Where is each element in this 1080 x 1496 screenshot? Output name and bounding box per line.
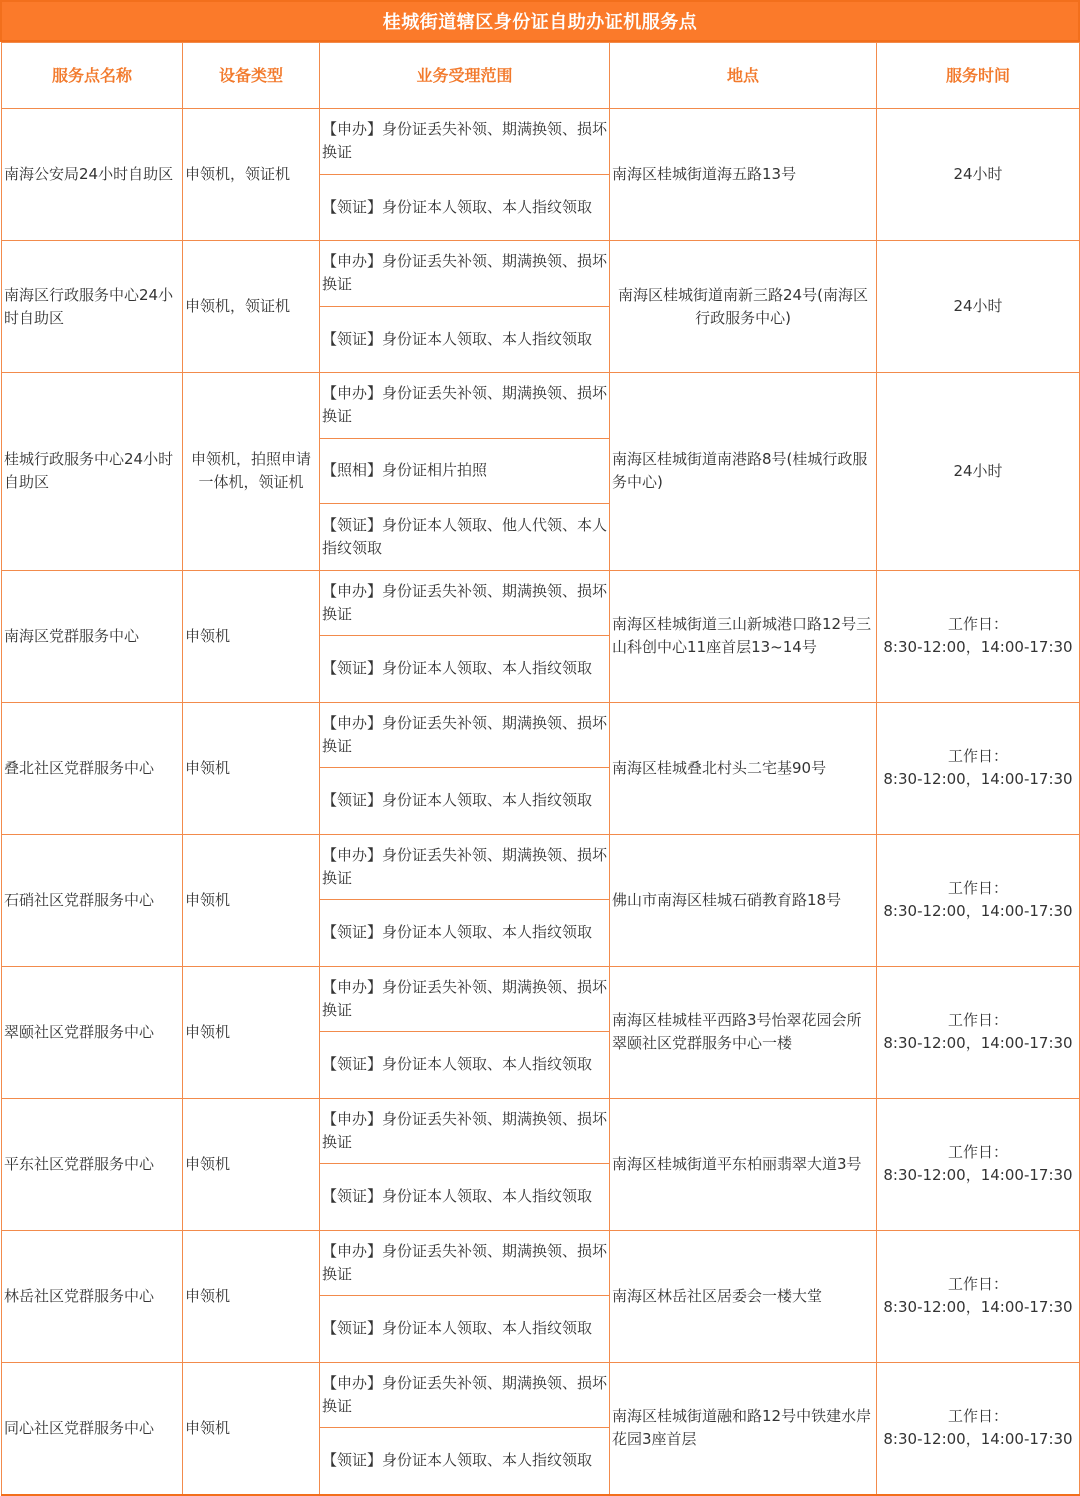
address: 南海区林岳社区居委会一楼大堂 — [610, 1230, 877, 1362]
table-header-row — [2, 43, 1080, 109]
service-scope — [320, 241, 610, 373]
header-scope: 业务受理范围 — [320, 43, 610, 109]
address: 南海区桂城桂平西路3号怡翠花园会所翠颐社区党群服务中心一楼 — [610, 966, 877, 1098]
time-label: 工作日： — [947, 1407, 1008, 1425]
page-title: 桂城街道辖区身份证自助办证机服务点 — [0, 0, 1080, 42]
header-address: 地点 — [610, 43, 877, 109]
service-time — [877, 373, 1080, 571]
table-row — [2, 1230, 1080, 1362]
service-scope — [320, 834, 610, 966]
table-row — [2, 702, 1080, 834]
device-type: 申领机 — [183, 1362, 320, 1495]
point-name: 翠颐社区党群服务中心 — [2, 966, 183, 1098]
service-item: 【申办】身份证丢失补领、期满换领、损坏换证 — [320, 571, 609, 637]
device-type: 申领机，领证机 — [183, 241, 320, 373]
address: 南海区桂城街道三山新城港口路12号三山科创中心11座首层13~14号 — [610, 570, 877, 702]
service-scope — [320, 702, 610, 834]
time-label: 工作日： — [947, 1275, 1008, 1293]
time-label: 24小时 — [953, 297, 1003, 315]
service-item: 【申办】身份证丢失补领、期满换领、损坏换证 — [320, 1099, 609, 1165]
point-name: 石硝社区党群服务中心 — [2, 834, 183, 966]
device-type: 申领机 — [183, 834, 320, 966]
service-scope — [320, 109, 610, 241]
service-time — [877, 109, 1080, 241]
time-hours: 8:30-12:00，14:00-17:30 — [883, 902, 1073, 920]
service-item: 【领证】身份证本人领取、他人代领、本人指纹领取 — [322, 515, 608, 557]
time-label: 24小时 — [953, 165, 1003, 183]
service-item: 【申办】身份证丢失补领、期满换领、损坏换证 — [320, 967, 609, 1033]
time-label: 工作日： — [947, 879, 1008, 897]
service-item: 【申办】身份证丢失补领、期满换领、损坏换证 — [320, 241, 609, 307]
service-time — [877, 1230, 1080, 1362]
service-item: 【领证】身份证本人领取、本人指纹领取 — [322, 923, 593, 942]
device-type: 申领机，领证机 — [183, 109, 320, 241]
time-label: 工作日： — [947, 747, 1008, 765]
service-scope — [320, 966, 610, 1098]
point-name: 南海公安局24小时自助区 — [2, 109, 183, 241]
table-row — [2, 834, 1080, 966]
service-time — [877, 1098, 1080, 1230]
time-hours: 8:30-12:00，14:00-17:30 — [883, 1430, 1073, 1448]
header-device: 设备类型 — [183, 43, 320, 109]
service-time — [877, 966, 1080, 1098]
service-item: 【领证】身份证本人领取、本人指纹领取 — [322, 659, 593, 678]
table-row — [2, 1098, 1080, 1230]
service-item: 【照相】身份证相片拍照 — [320, 439, 609, 505]
service-item: 【申办】身份证丢失补领、期满换领、损坏换证 — [320, 1231, 609, 1297]
service-time — [877, 702, 1080, 834]
address: 南海区桂城叠北村头二宅基90号 — [610, 702, 877, 834]
service-time — [877, 570, 1080, 702]
service-item: 【领证】身份证本人领取、本人指纹领取 — [322, 197, 593, 216]
time-label: 24小时 — [953, 461, 1003, 480]
service-scope — [320, 1098, 610, 1230]
service-item: 【申办】身份证丢失补领、期满换领、损坏换证 — [320, 373, 609, 439]
service-scope — [320, 1362, 610, 1495]
service-point-table — [1, 42, 1080, 1496]
service-item: 【申办】身份证丢失补领、期满换领、损坏换证 — [320, 703, 609, 769]
address: 佛山市南海区桂城石硝教育路18号 — [610, 834, 877, 966]
service-item: 【申办】身份证丢失补领、期满换领、损坏换证 — [320, 1363, 609, 1429]
point-name: 叠北社区党群服务中心 — [2, 702, 183, 834]
service-item: 【领证】身份证本人领取、本人指纹领取 — [322, 1187, 593, 1206]
point-name: 林岳社区党群服务中心 — [2, 1230, 183, 1362]
service-item: 【领证】身份证本人领取、本人指纹领取 — [322, 329, 593, 348]
table-row — [2, 241, 1080, 373]
service-time — [877, 241, 1080, 373]
table-row — [2, 373, 1080, 571]
service-item: 【领证】身份证本人领取、本人指纹领取 — [322, 1319, 593, 1338]
device-type: 申领机，拍照申请一体机，领证机 — [183, 373, 320, 571]
address: 南海区桂城街道平东柏丽翡翠大道3号 — [610, 1098, 877, 1230]
service-item: 【领证】身份证本人领取、本人指纹领取 — [322, 1451, 593, 1470]
point-name: 平东社区党群服务中心 — [2, 1098, 183, 1230]
service-item: 【领证】身份证本人领取、本人指纹领取 — [322, 791, 593, 810]
point-name: 桂城行政服务中心24小时自助区 — [2, 373, 183, 571]
time-hours: 8:30-12:00，14:00-17:30 — [883, 638, 1073, 656]
time-hours: 8:30-12:00，14:00-17:30 — [883, 1034, 1073, 1052]
device-type: 申领机 — [183, 1098, 320, 1230]
service-scope — [320, 1230, 610, 1362]
time-label: 工作日： — [947, 1011, 1008, 1029]
service-item: 【申办】身份证丢失补领、期满换领、损坏换证 — [320, 835, 609, 901]
time-label: 工作日： — [947, 1143, 1008, 1161]
header-name: 服务点名称 — [2, 43, 183, 109]
device-type: 申领机 — [183, 966, 320, 1098]
point-name: 同心社区党群服务中心 — [2, 1362, 183, 1495]
address: 南海区桂城街道海五路13号 — [610, 109, 877, 241]
table-row — [2, 109, 1080, 241]
point-name: 南海区行政服务中心24小时自助区 — [2, 241, 183, 373]
point-name: 南海区党群服务中心 — [2, 570, 183, 702]
service-time — [877, 834, 1080, 966]
time-hours: 8:30-12:00，14:00-17:30 — [883, 1166, 1073, 1184]
address: 南海区桂城街道南新三路24号(南海区行政服务中心) — [610, 241, 877, 373]
device-type: 申领机 — [183, 1230, 320, 1362]
time-label: 工作日： — [947, 615, 1008, 633]
device-type: 申领机 — [183, 570, 320, 702]
time-hours: 8:30-12:00，14:00-17:30 — [883, 770, 1073, 788]
address: 南海区桂城街道南港路8号(桂城行政服务中心) — [610, 373, 877, 571]
service-item: 【申办】身份证丢失补领、期满换领、损坏换证 — [320, 109, 609, 175]
service-time — [877, 1362, 1080, 1495]
table-row — [2, 570, 1080, 702]
header-time: 服务时间 — [877, 43, 1080, 109]
service-scope — [320, 570, 610, 702]
address: 南海区桂城街道融和路12号中铁建水岸花园3座首层 — [610, 1362, 877, 1495]
table-row — [2, 1362, 1080, 1495]
service-scope — [320, 373, 610, 571]
service-item: 【领证】身份证本人领取、本人指纹领取 — [322, 1055, 593, 1074]
table-row — [2, 966, 1080, 1098]
time-hours: 8:30-12:00，14:00-17:30 — [883, 1298, 1073, 1316]
device-type: 申领机 — [183, 702, 320, 834]
